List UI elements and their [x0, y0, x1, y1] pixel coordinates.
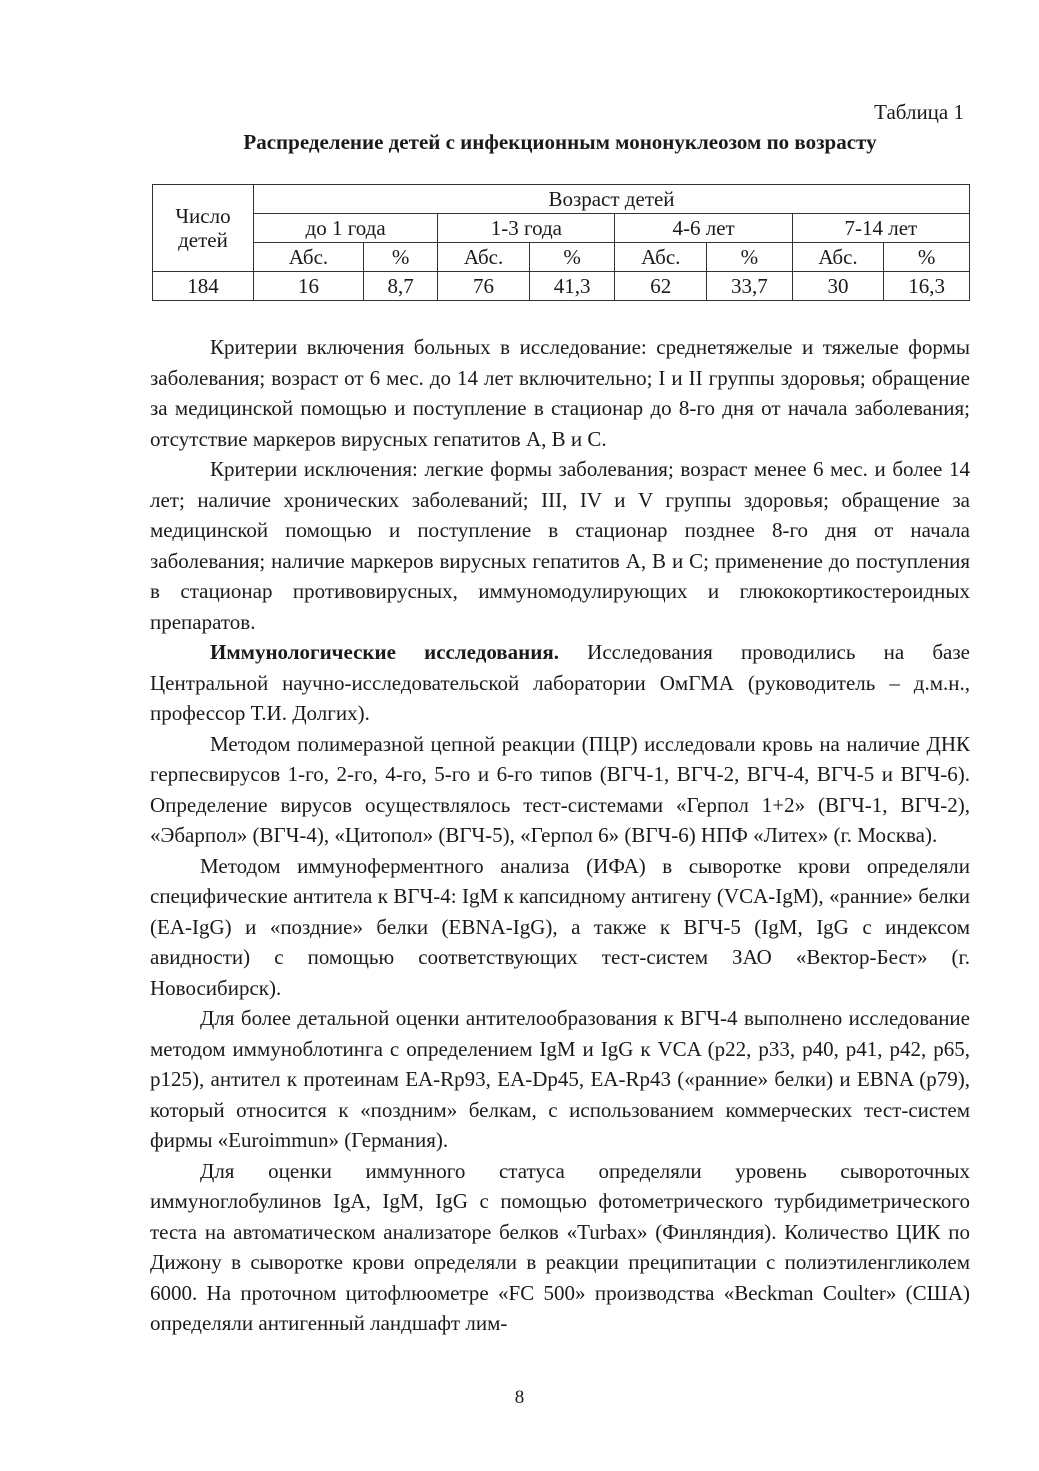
table-cell: 16,3: [884, 272, 970, 301]
table-cell: 8,7: [363, 272, 437, 301]
table-cell: 33,7: [707, 272, 793, 301]
section-heading-inline: Иммунологические исследования.: [210, 640, 559, 664]
row-header-children-count: [153, 185, 254, 272]
age-group-header: 7-14 лет: [792, 214, 969, 243]
total-cell: 184: [153, 272, 254, 301]
paragraph-exclusion-criteria: Критерии исключения: легкие формы заболевания; возраст менее 6 мес. и более 14 лет; наличие хронических заболеваний; III, IV и V группы здоровья; обращение за медицинской помощью и поступление в стационар позднее 8-го дня от начала заболевания; наличие маркеров вирусных гепатитов А, В и С; применение до поступления в стационар противовирусных, иммуномодулирующих и глюкокортикостероидных препаратов.: [150, 457, 970, 634]
table-cell: 16: [254, 272, 364, 301]
age-group-header: 4-6 лет: [615, 214, 792, 243]
age-group-header: 1-3 года: [438, 214, 615, 243]
sub-header-percent: %: [884, 243, 970, 272]
paragraph-inclusion-criteria: Критерии включения больных в исследование: среднетяжелые и тяжелые формы заболевания; возраст от 6 мес. до 14 лет включительно; I и II группы здоровья; обращение за медицинской помощью и поступление в стационар до 8-го дня от начала заболевания; отсутствие маркеров вирусных гепатитов А, В и С.: [150, 335, 970, 451]
row-header-line1: Число: [175, 204, 231, 228]
sub-header-percent: %: [529, 243, 615, 272]
page-number: 8: [514, 1387, 525, 1408]
paragraph-immunological-studies: [150, 637, 970, 729]
row-header-line2: детей: [178, 228, 228, 252]
paragraph-text: Исследования проводились на базе Центральной научно-исследовательской лаборатории ОмГМА (руководитель – д.м.н., профессор Т.И. Долгих).: [150, 640, 970, 725]
body-text: [150, 332, 970, 1339]
table-cell: 41,3: [529, 272, 615, 301]
table-cell: 76: [438, 272, 530, 301]
sub-header-percent: %: [363, 243, 437, 272]
sub-header-abs: Абс.: [792, 243, 884, 272]
table-cell: 30: [792, 272, 884, 301]
table-caption: Таблица 1: [874, 100, 964, 124]
paragraph-immunoblotting: Для более детальной оценки антителообразования к ВГЧ-4 выполнено исследование методом иммуноблотинга с определением IgM и IgG к VCA (p22, p33, p40, p41, p42, p65, p125), антител к протеинам EA-Rp93, EA-Dp45, EA-Rp43 («ранние» белки) и EBNA (p79), который относится к «поздним» белкам, с использованием коммерческих тест-систем фирмы «Euroimmun» (Германия).: [150, 1006, 970, 1152]
table-cell: 62: [615, 272, 707, 301]
table-title: Распределение детей с инфекционным мононуклеозом по возрасту: [243, 130, 877, 154]
paragraph-immune-status: Для оценки иммунного статуса определяли уровень сывороточных иммуноглобулинов IgA, IgM, IgG с помощью фотометрического турбидиметрического теста на автоматическом анализаторе белков «Turbax» (Финляндия). Количество ЦИК по Дижону в сыворотке крови определяли в реакции преципитации с полиэтиленгликолем 6000. На проточном цитофлюометре «FC 500» производства «Beckman Coulter» (США) определяли антигенный ландшафт лим-: [150, 1158, 970, 1335]
sub-header-abs: Абс.: [615, 243, 707, 272]
paragraph-pcr-method: Методом полимеразной цепной реакции (ПЦР) исследовали кровь на наличие ДНК герпесвирусов 1-го, 2-го, 4-го, 5-го и 6-го типов (ВГЧ-1, ВГЧ-2, ВГЧ-4, ВГЧ-5 и ВГЧ-6). Определение вирусов осуществлялось тест-системами «Герпол 1+2» (ВГЧ-1, ВГЧ-2), «Эбарпол» (ВГЧ-4), «Цитопол» (ВГЧ-5), «Герпол 6» (ВГЧ-6) НПФ «Литех» (г. Москва).: [150, 731, 970, 847]
sub-header-abs: Абс.: [438, 243, 530, 272]
paragraph-ifa-method: Методом иммуноферментного анализа (ИФА) в сыворотке крови определяли специфические антитела к ВГЧ-4: IgM к капсидному антигену (VCA-IgM), «ранние» белки (EA-IgG) и «поздние» белки (EBNA-IgG), а также к ВГЧ-5 (IgM, IgG с индексом авидности) с помощью соответствующих тест-систем ЗАО «Вектор-Бест» (г. Новосибирск).: [150, 853, 970, 1000]
sub-header-percent: %: [707, 243, 793, 272]
sub-header-abs: Абс.: [254, 243, 364, 272]
age-group-header: до 1 года: [254, 214, 438, 243]
age-distribution-table: [152, 184, 970, 301]
group-header: Возраст детей: [254, 185, 970, 214]
